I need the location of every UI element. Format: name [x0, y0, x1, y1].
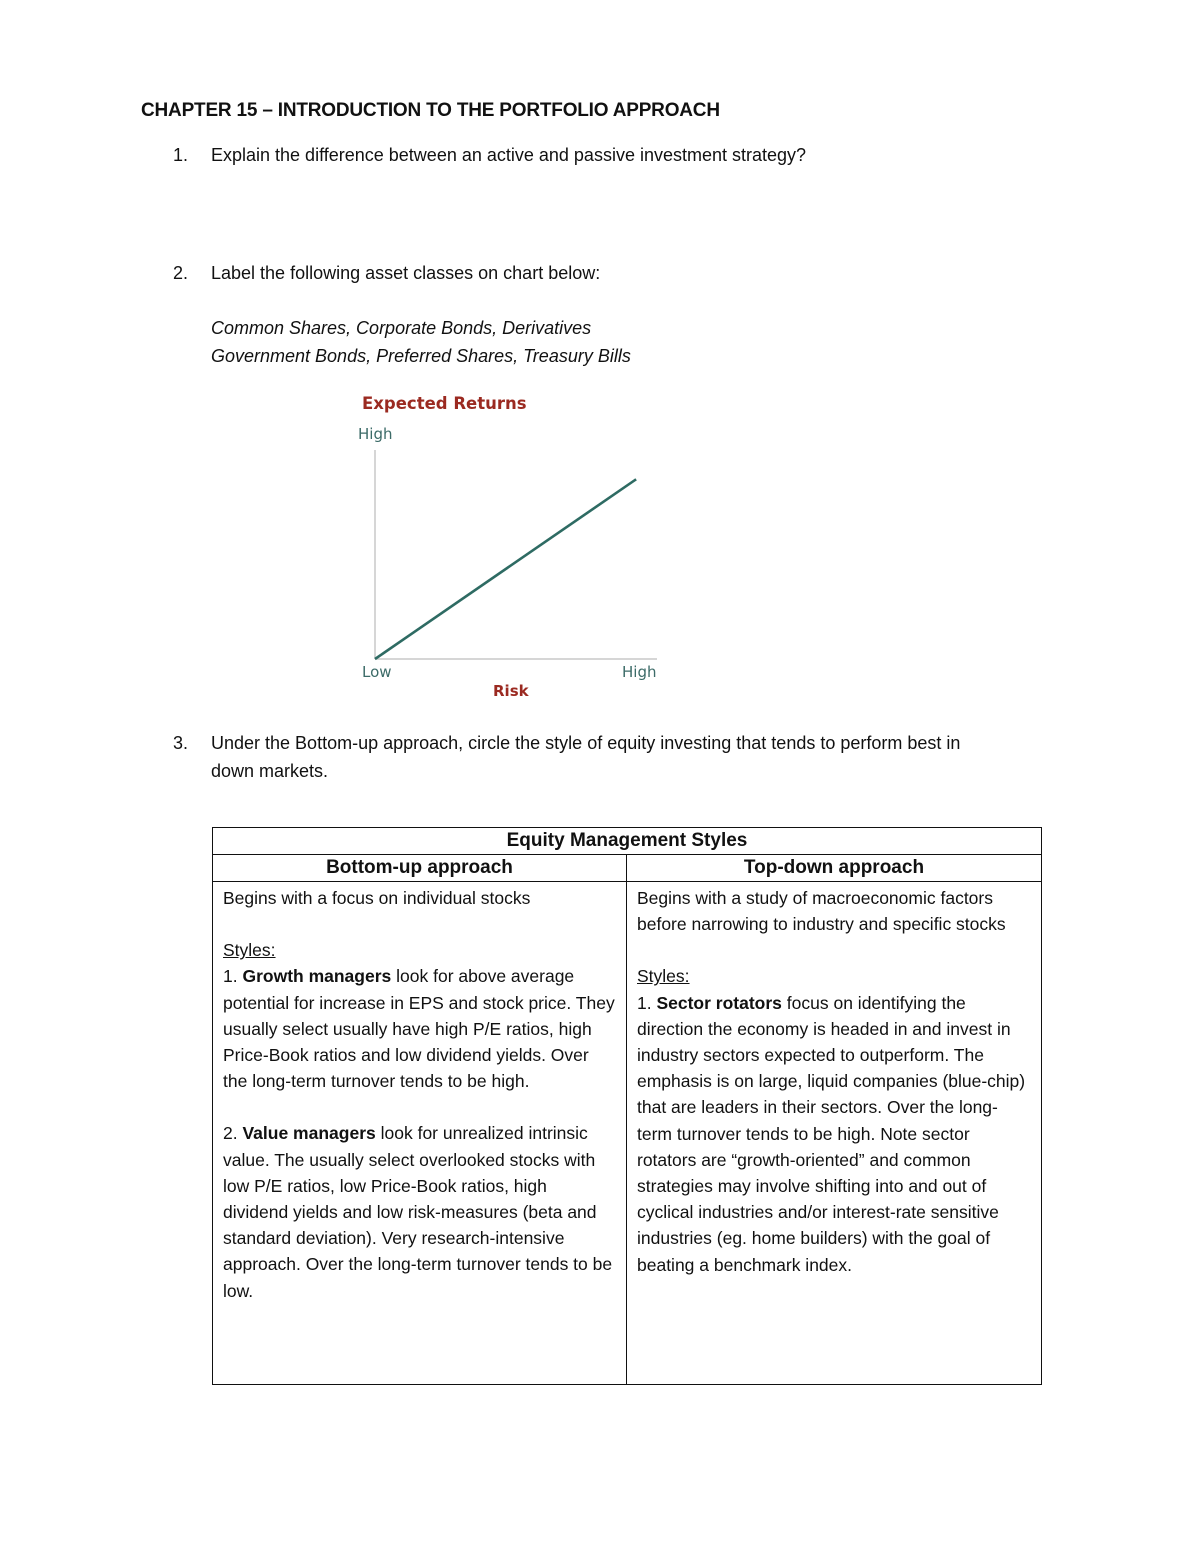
sector-rotators-paragraph	[637, 990, 1031, 1278]
top-down-header: Top-down approach	[627, 855, 1042, 882]
bottom-up-cell	[213, 882, 627, 1385]
y-tick-label-high: High	[358, 425, 393, 443]
question-1-text: Explain the difference between an active and passive investment strategy?	[211, 145, 807, 165]
value-managers-text: look for unrealized intrinsic value. The usually select overlooked stocks with low P/E ratios, low Price-Book ratios, high dividend yields and low risk-measures (beta and standard deviation). Very research-intensive approach. Over the long-term turnover tends to be low.	[223, 1123, 613, 1301]
asset-classes-line-1: Common Shares, Corporate Bonds, Derivatives	[211, 318, 592, 338]
x-tick-label-low: Low	[362, 663, 392, 681]
chart-title: Expected Returns	[362, 394, 527, 413]
value-managers-term: Value managers	[242, 1123, 376, 1144]
x-tick-label-high: High	[622, 663, 657, 681]
top-down-styles-label: Styles:	[637, 966, 690, 987]
top-down-intro: Begins with a study of macroeconomic factors before narrowing to industry and specific stocks	[637, 888, 1006, 935]
equity-management-styles-table	[212, 827, 1042, 1385]
question-2-number: 2.	[173, 263, 189, 283]
sector-number: 1.	[637, 992, 657, 1013]
asset-classes-line-2: Government Bonds, Preferred Shares, Treasury Bills	[211, 346, 631, 366]
bottom-up-intro: Begins with a focus on individual stocks	[223, 888, 531, 908]
chart-series-line	[375, 479, 636, 659]
growth-managers-term: Growth managers	[242, 966, 392, 987]
table-title: Equity Management Styles	[213, 828, 1042, 855]
top-down-cell	[627, 882, 1042, 1385]
question-3-text-line-2: down markets.	[211, 761, 329, 781]
value-managers-paragraph	[223, 1120, 616, 1303]
growth-managers-paragraph	[223, 963, 616, 1094]
sector-rotators-term: Sector rotators	[656, 992, 782, 1013]
bottom-up-styles-label: Styles:	[223, 940, 276, 961]
question-3-number: 3.	[173, 733, 189, 753]
value-number: 2.	[223, 1123, 243, 1144]
growth-number: 1.	[223, 966, 243, 987]
question-2-text: Label the following asset classes on chart below:	[211, 263, 601, 283]
growth-managers-text: look for above average potential for increase in EPS and stock price. They usually select usually have high P/E ratios, high Price-Book ratios and low dividend yields. Over the long-term turnover tends to be high.	[223, 966, 615, 1092]
sector-rotators-text: focus on identifying the direction the economy is headed in and invest in industry sectors expected to outperform. The emphasis is on large, liquid companies (blue-chip) that are leaders in their sectors. Over the long-term turnover tends to be high. Note sector rotators are “growth-oriented” and common strategies may involve shifting into and out of cyclical industries and/or interest-rate sensitive industries (eg. home builders) with the goal of beating a benchmark index.	[637, 992, 1026, 1275]
bottom-up-header: Bottom-up approach	[213, 855, 627, 882]
x-axis-label: Risk	[493, 682, 529, 700]
question-3-text-line-1: Under the Bottom-up approach, circle the style of equity investing that tends to perform best in	[211, 733, 961, 753]
risk-return-chart	[340, 388, 680, 708]
question-1-number: 1.	[173, 145, 189, 165]
page-title: CHAPTER 15 – INTRODUCTION TO THE PORTFOLIO APPROACH	[141, 100, 720, 121]
